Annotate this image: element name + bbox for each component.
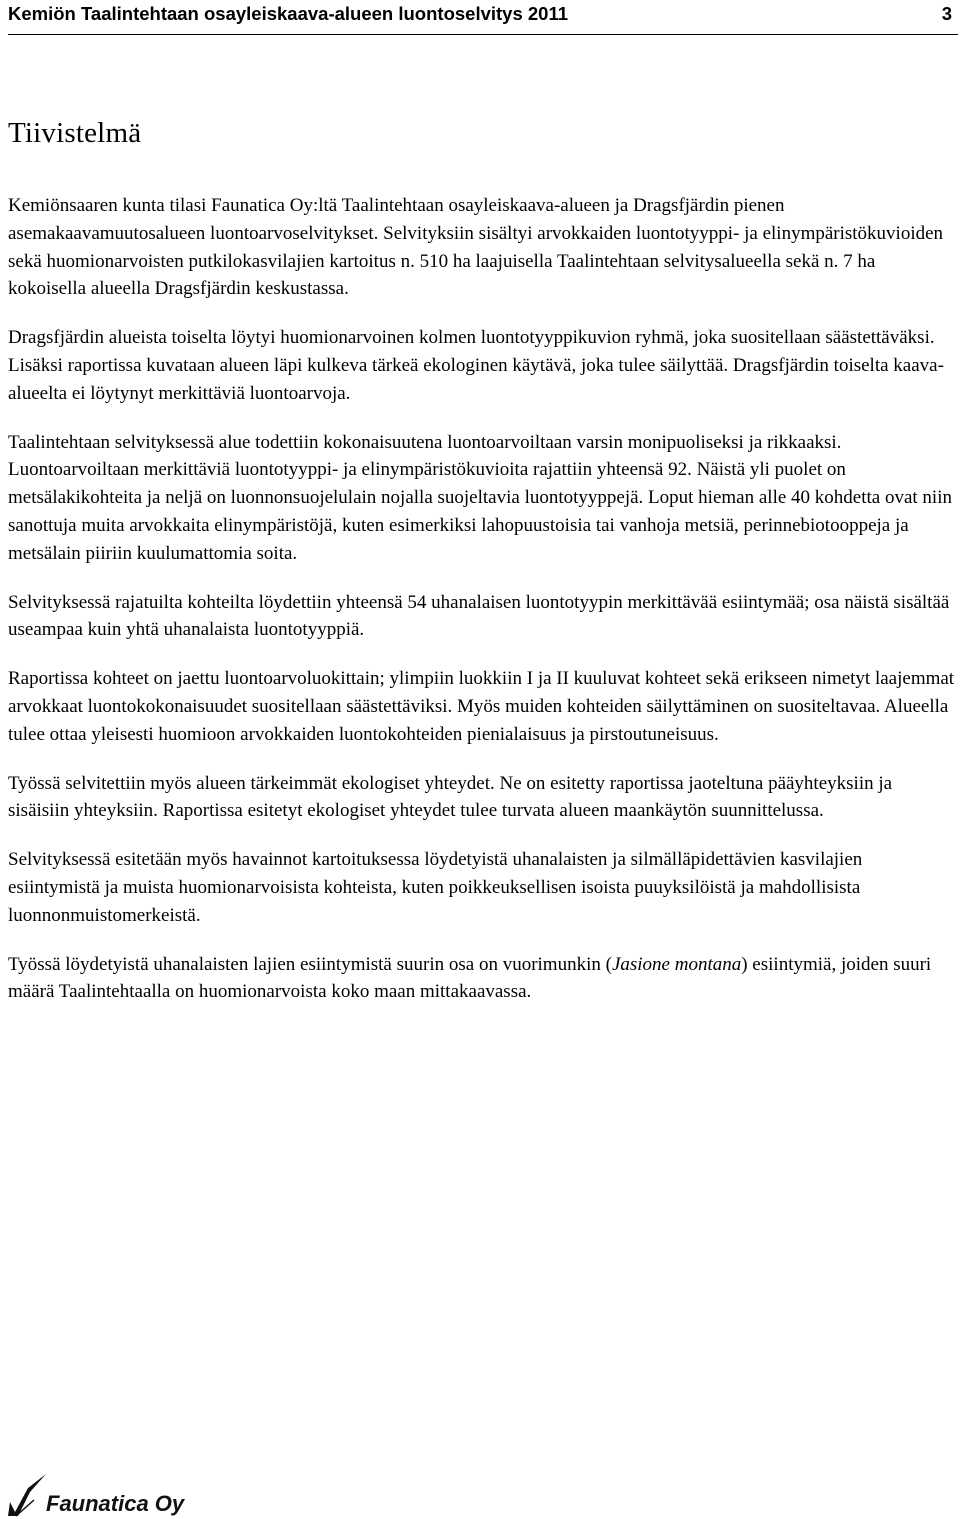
paragraph-5: Raportissa kohteet on jaettu luontoarvoluokittain; ylimpiin luokkiin I ja II kuuluvat kohteet sekä erikseen nimetyt laajemmat arvokkaat luontokokonaisuudet suositellaan säästettäviksi. Myös muiden kohteiden säilyttäminen on suositeltavaa. Alueella tulee ottaa yleisesti huomioon arvokkaiden luontokohteiden pienialaisuus ja pirstoutuneisuus.	[8, 668, 955, 745]
paragraph-2: Dragsfjärdin alueista toiselta löytyi huomionarvoinen kolmen luontotyyppikuvion ryhmä, joka suositellaan säästettäväksi. Lisäksi raportissa kuvataan alueen läpi kulkeva tärkeä ekologinen käytävä, joka tulee säilyttää. Dragsfjärdin toiselta kaava-alueelta ei löytynyt merkittäviä luontoarvoja.	[8, 327, 944, 404]
paragraph-3: Taalintehtaan selvityksessä alue todettiin kokonaisuutena luontoarvoiltaan varsin monipuoliseksi ja rikkaaksi. Luontoarvoiltaan merkittäviä luontotyyppi- ja elinympäristökuvioita rajattiin yhteensä 92. Näistä yli puolet on metsälakikohteita ja neljä on luonnonsuojelulain nojalla suojeltavia luontotyyppejä. Loput hieman alle 40 kohdetta ovat niin sanottuja muita arvokkaita elinympäristöjä, kuten esimerkiksi lahopuustoisia tai vanhoja metsiä, perinnebiotooppeja ja metsälain piiriin kuulumattomia soita.	[8, 431, 952, 564]
page-header	[0, 0, 960, 40]
paragraph-1: Kemiönsaaren kunta tilasi Faunatica Oy:ltä Taalintehtaan osayleiskaava-alueen ja Dragsfjärdin pienen asemakaavamuutosalueen luontoarvoselvitykset. Selvityksiin sisältyi arvokkaiden luontotyyppi- ja elinympäristökuvioiden sekä huomionarvoisten putkilokasvilajien kartoitus n. 510 ha laajuisella Taalintehtaan selvitysalueella sekä n. 7 ha kokoisella alueella Dragsfjärdin keskustassa.	[8, 195, 944, 300]
logo-text: Faunatica Oy	[46, 1491, 185, 1516]
paragraph-8-text-after: ) esiintymiä, joiden suuri määrä Taalintehtaalla on huomionarvoista koko maan mittakaavassa.	[8, 953, 932, 1003]
paragraph-6: Työssä selvitettiin myös alueen tärkeimmät ekologiset yhteydet. Ne on esitetty raportissa jaoteltuna pääyhteyksiin ja sisäisiin yhteyksiin. Raportissa esitetyt ekologiset yhteydet tulee turvata alueen maankäytön suunnittelussa.	[8, 772, 893, 822]
document-body	[8, 110, 958, 1027]
paragraph-4: Selvityksessä rajatuilta kohteilta löydettiin yhteensä 54 uhanalaisen luontotyypin merkittävää esiintymää; osa näistä sisältää useampaa kuin yhtä uhanalaista luontotyyppiä.	[8, 591, 950, 641]
header-title: Kemiön Taalintehtaan osayleiskaava-alueen luontoselvitys 2011	[8, 3, 569, 24]
header-divider	[8, 34, 958, 35]
paragraph-8-text-before: Työssä löydetyistä uhanalaisten lajien esiintymistä suurin osa on vuorimunkin (	[8, 953, 612, 975]
paragraph-7: Selvityksessä esitetään myös havainnot kartoituksessa löydetyistä uhanalaisten ja silmälläpidettävien kasvilajien esiintymistä ja muista huomionarvoisista kohteista, kuten poikkeuksellisen isoista puuyksilöistä ja mahdollisista luonnonmuistomerkeistä.	[8, 849, 863, 926]
species-name: Jasione montana	[611, 953, 742, 975]
paragraph-8	[8, 951, 958, 1007]
page-number: 3	[941, 3, 952, 24]
section-heading: Tiivistelmä	[8, 117, 142, 149]
faunatica-logo	[6, 1472, 206, 1518]
